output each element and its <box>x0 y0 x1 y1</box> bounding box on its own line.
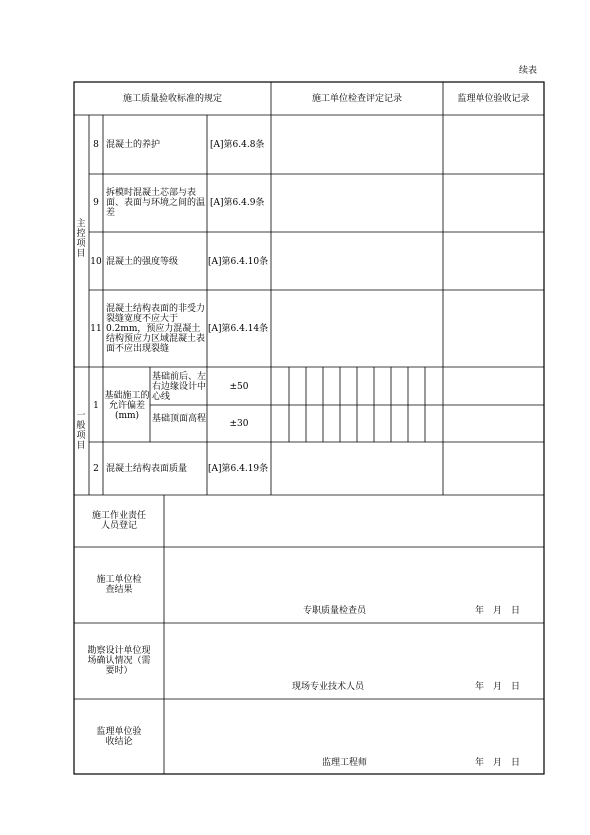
section-design-confirm-label: 勘察设计单位现场确认情况（需要时） <box>87 646 151 676</box>
row-10-number: 10 <box>90 257 102 267</box>
section-design-date: 年 月 日 <box>475 682 521 692</box>
row-9-clause: [A]第6.4.9条 <box>210 198 265 208</box>
row-11-clause: [A]第6.4.14条 <box>208 324 269 334</box>
general-row-1-item: 基础施工的允许偏差(mm) <box>104 391 150 421</box>
section-supervisor-date: 年 月 日 <box>475 758 521 768</box>
section-supervisor-conclusion-label: 监理单位验收结论 <box>96 727 142 747</box>
section-contractor-date: 年 月 日 <box>475 606 521 616</box>
section-work-personnel-label: 施工作业责任人员登记 <box>91 511 146 531</box>
header-standard: 施工质量验收标准的规定 <box>122 94 222 104</box>
continued-label: 续表 <box>519 66 538 76</box>
general-items-group-label: 一般项目 <box>76 411 86 451</box>
row-10-item: 混凝土的强度等级 <box>106 257 179 267</box>
section-contractor-result-label: 施工单位检查结果 <box>96 575 142 595</box>
row-11-item: 混凝土结构表面的非受力裂缝宽度不应大于0.2mm，预应力混凝土结构预应力区域混凝土表面不应出现裂缝 <box>106 304 206 354</box>
row-9-item: 拆模时混凝土芯部与表面、表面与环境之间的温差 <box>106 188 206 218</box>
section-design-signer: 现场专业技术人员 <box>292 682 365 692</box>
general-row-2-clause: [A]第6.4.19条 <box>208 464 269 474</box>
general-row-1-number: 1 <box>93 401 99 411</box>
general-row-1-sub-2-name: 基础顶面高程 <box>152 414 207 424</box>
general-row-2-item: 混凝土结构表面质量 <box>106 464 188 474</box>
row-9-number: 9 <box>93 198 99 208</box>
general-row-1-sub-1-name: 基础前后、左右边缘设计中心线 <box>152 372 207 402</box>
header-supervisor-record: 监理单位验收记录 <box>457 94 530 104</box>
header-contractor-record: 施工单位检查评定记录 <box>311 94 402 104</box>
row-10-clause: [A]第6.4.10条 <box>208 257 269 267</box>
row-11-number: 11 <box>90 324 102 334</box>
section-contractor-signer: 专职质量检查员 <box>303 606 367 616</box>
general-row-1-sub-1-tolerance: ±50 <box>229 382 249 392</box>
section-supervisor-signer: 监理工程师 <box>322 758 368 768</box>
general-row-2-number: 2 <box>93 464 99 474</box>
row-8-clause: [A]第6.4.8条 <box>210 140 265 150</box>
main-items-group-label: 主控项目 <box>76 219 86 259</box>
general-row-1-sub-2-tolerance: ±30 <box>229 419 249 429</box>
row-8-item: 混凝土的养护 <box>106 140 161 150</box>
row-8-number: 8 <box>93 140 99 150</box>
